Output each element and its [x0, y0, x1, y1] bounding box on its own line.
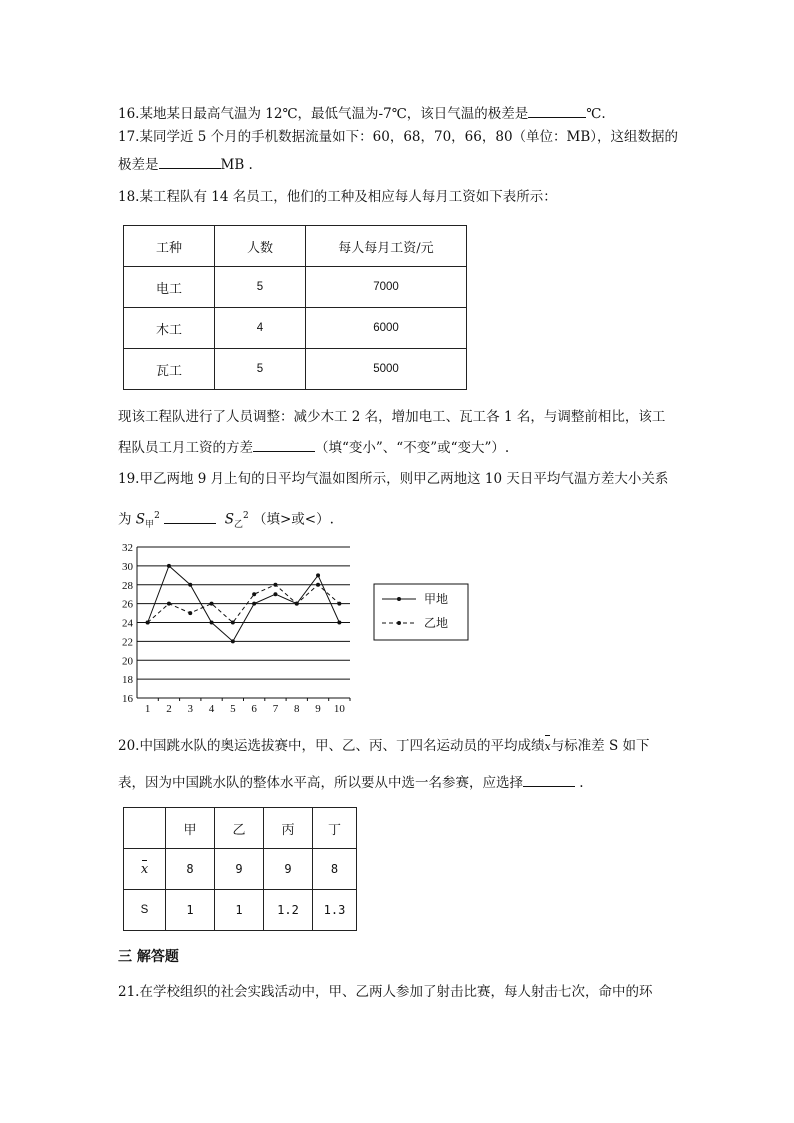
- q17-prefix: 极差是: [118, 157, 159, 173]
- x-tick-label: 1: [144, 703, 151, 715]
- question-18-after1: 现该工程队进行了人员调整：减少木工 2 名，增加电工、瓦工各 1 名，与调整前相比，该工: [118, 409, 666, 425]
- diving-header-cell: 丁: [313, 808, 357, 849]
- q16-text: 16.某地某日最高气温为 12℃，最低气温为-7℃，该日气温的极差是: [118, 106, 529, 122]
- question-16: [118, 103, 606, 124]
- q19-prefix: 为: [118, 511, 132, 528]
- temperature-chart: [112, 538, 472, 720]
- s-jia-sub: 甲: [145, 520, 155, 531]
- wage-cell: 6000: [306, 308, 467, 349]
- s-jia-sup: 2: [154, 511, 160, 521]
- wage-cell: 木工: [124, 308, 215, 349]
- wage-header-cell: 人数: [215, 226, 306, 267]
- q20-line1a: 20.中国跳水队的奥运选拔赛中，甲、乙、丙、丁四名运动员的平均成绩: [118, 738, 545, 754]
- x-tick-label: 10: [333, 703, 345, 715]
- diving-row-label: [124, 849, 166, 890]
- diving-cell: 8: [166, 849, 215, 890]
- x-tick-label: 2: [166, 703, 172, 715]
- diving-header-cell: 乙: [215, 808, 264, 849]
- legend-marker: [397, 597, 401, 601]
- diving-cell: 1: [166, 890, 215, 931]
- y-tick-label: 30: [122, 560, 133, 573]
- data-point-jia: [167, 564, 171, 568]
- q17-unit: MB .: [220, 157, 253, 173]
- question-17-line1: 17.某同学近 5 个月的手机数据流量如下：60，68，70，66，80（单位：MB），这组数据的: [118, 129, 679, 145]
- q19-blank[interactable]: [164, 509, 216, 524]
- y-tick-label: 16: [122, 693, 133, 705]
- xbar-symbol: x: [544, 737, 550, 757]
- question-20-line1: [118, 736, 650, 757]
- section-heading: 三 解答题: [118, 949, 179, 965]
- data-point-yi: [273, 583, 277, 587]
- wage-table: [123, 225, 467, 390]
- question-18-intro: 18.某工程队有 14 名员工，他们的工种及相应每人每月工资如下表所示：: [118, 189, 557, 205]
- diving-header-cell: 甲: [166, 808, 215, 849]
- question-19-line1: 19.甲乙两地 9 月上旬的日平均气温如图所示，则甲乙两地这 10 天日平均气温方差大小关系: [118, 471, 669, 487]
- xbar-row-label: x: [140, 861, 149, 877]
- wage-header-cell: 工种: [124, 226, 215, 267]
- legend-marker: [397, 621, 401, 625]
- q18-after2a: 程队员工月工资的方差: [118, 440, 253, 456]
- data-point-jia: [210, 621, 214, 625]
- wage-cell: 5000: [306, 349, 467, 390]
- question-20-line2: [118, 772, 584, 793]
- y-tick-label: 20: [122, 655, 133, 668]
- data-point-jia: [316, 573, 320, 577]
- diving-header-cell: 丙: [264, 808, 313, 849]
- diving-cell: 1: [215, 890, 264, 931]
- x-tick-label: 5: [230, 703, 236, 715]
- question-17-line2: [118, 154, 253, 175]
- q18-blank[interactable]: [253, 437, 315, 452]
- data-point-yi: [210, 602, 214, 606]
- diving-cell: 1.2: [264, 890, 313, 931]
- diving-header-cell: [124, 808, 166, 849]
- q19-suffix: （填>或<）.: [252, 511, 334, 528]
- y-tick-label: 18: [122, 674, 133, 687]
- diving-cell: 9: [264, 849, 313, 890]
- x-tick-label: 8: [294, 703, 300, 715]
- y-tick-label: 28: [122, 579, 133, 592]
- diving-cell: 8: [313, 849, 357, 890]
- q18-after2b: （填“变小”、“不变”或“变大”）.: [315, 440, 510, 456]
- wage-cell: 7000: [306, 267, 467, 308]
- data-point-yi: [252, 592, 256, 596]
- data-point-yi: [146, 621, 150, 625]
- q20-line2a: 表，因为中国跳水队的整体水平高，所以要从中选一名参赛，应选择: [118, 775, 523, 791]
- x-tick-label: 4: [208, 703, 215, 715]
- y-tick-label: 22: [122, 636, 133, 649]
- data-point-yi: [231, 621, 235, 625]
- data-point-jia: [273, 592, 277, 596]
- data-point-jia: [231, 639, 235, 643]
- data-point-yi: [188, 611, 192, 615]
- data-point-yi: [337, 602, 341, 606]
- q16-blank[interactable]: [528, 103, 586, 118]
- x-tick-label: 6: [251, 703, 257, 715]
- q17-blank[interactable]: [159, 154, 221, 169]
- wage-cell: 电工: [124, 267, 215, 308]
- data-point-jia: [188, 583, 192, 587]
- q16-unit: ℃.: [586, 106, 606, 122]
- data-point-yi: [167, 602, 171, 606]
- wage-header-cell: 每人每月工资/元: [306, 226, 467, 267]
- question-21: 21.在学校组织的社会实践活动中，甲、乙两人参加了射击比赛，每人射击七次，命中的环: [118, 984, 653, 1000]
- legend-label: 乙地: [424, 616, 449, 630]
- x-tick-label: 9: [315, 703, 321, 715]
- x-tick-label: 7: [272, 703, 279, 715]
- data-point-yi: [316, 583, 320, 587]
- diving-cell: 1.3: [313, 890, 357, 931]
- y-tick-label: 24: [122, 617, 133, 630]
- wage-cell: 瓦工: [124, 349, 215, 390]
- wage-cell: 5: [215, 349, 306, 390]
- diving-table: [123, 807, 357, 931]
- question-19-line2: [118, 506, 334, 535]
- q20-line1b: 与标准差 S 如下: [550, 738, 650, 754]
- wage-cell: 4: [215, 308, 306, 349]
- q20-blank[interactable]: [523, 772, 575, 787]
- s-yi-sup: 2: [242, 511, 249, 521]
- s-yi-symbol: S: [224, 511, 234, 528]
- y-tick-label: 32: [122, 542, 133, 554]
- data-point-jia: [252, 602, 256, 606]
- legend-box: [374, 584, 468, 640]
- s-jia-symbol: S: [135, 511, 146, 528]
- q20-line2b: .: [579, 775, 584, 791]
- x-tick-label: 3: [187, 703, 193, 715]
- legend-label: 甲地: [424, 592, 449, 606]
- wage-cell: 5: [215, 267, 306, 308]
- y-tick-label: 26: [122, 598, 133, 611]
- data-point-yi: [295, 602, 299, 606]
- question-18-after2: [118, 437, 509, 458]
- data-point-jia: [337, 621, 341, 625]
- diving-cell: 9: [215, 849, 264, 890]
- diving-row-label: S: [124, 890, 166, 931]
- s-yi-sub: 乙: [233, 520, 243, 531]
